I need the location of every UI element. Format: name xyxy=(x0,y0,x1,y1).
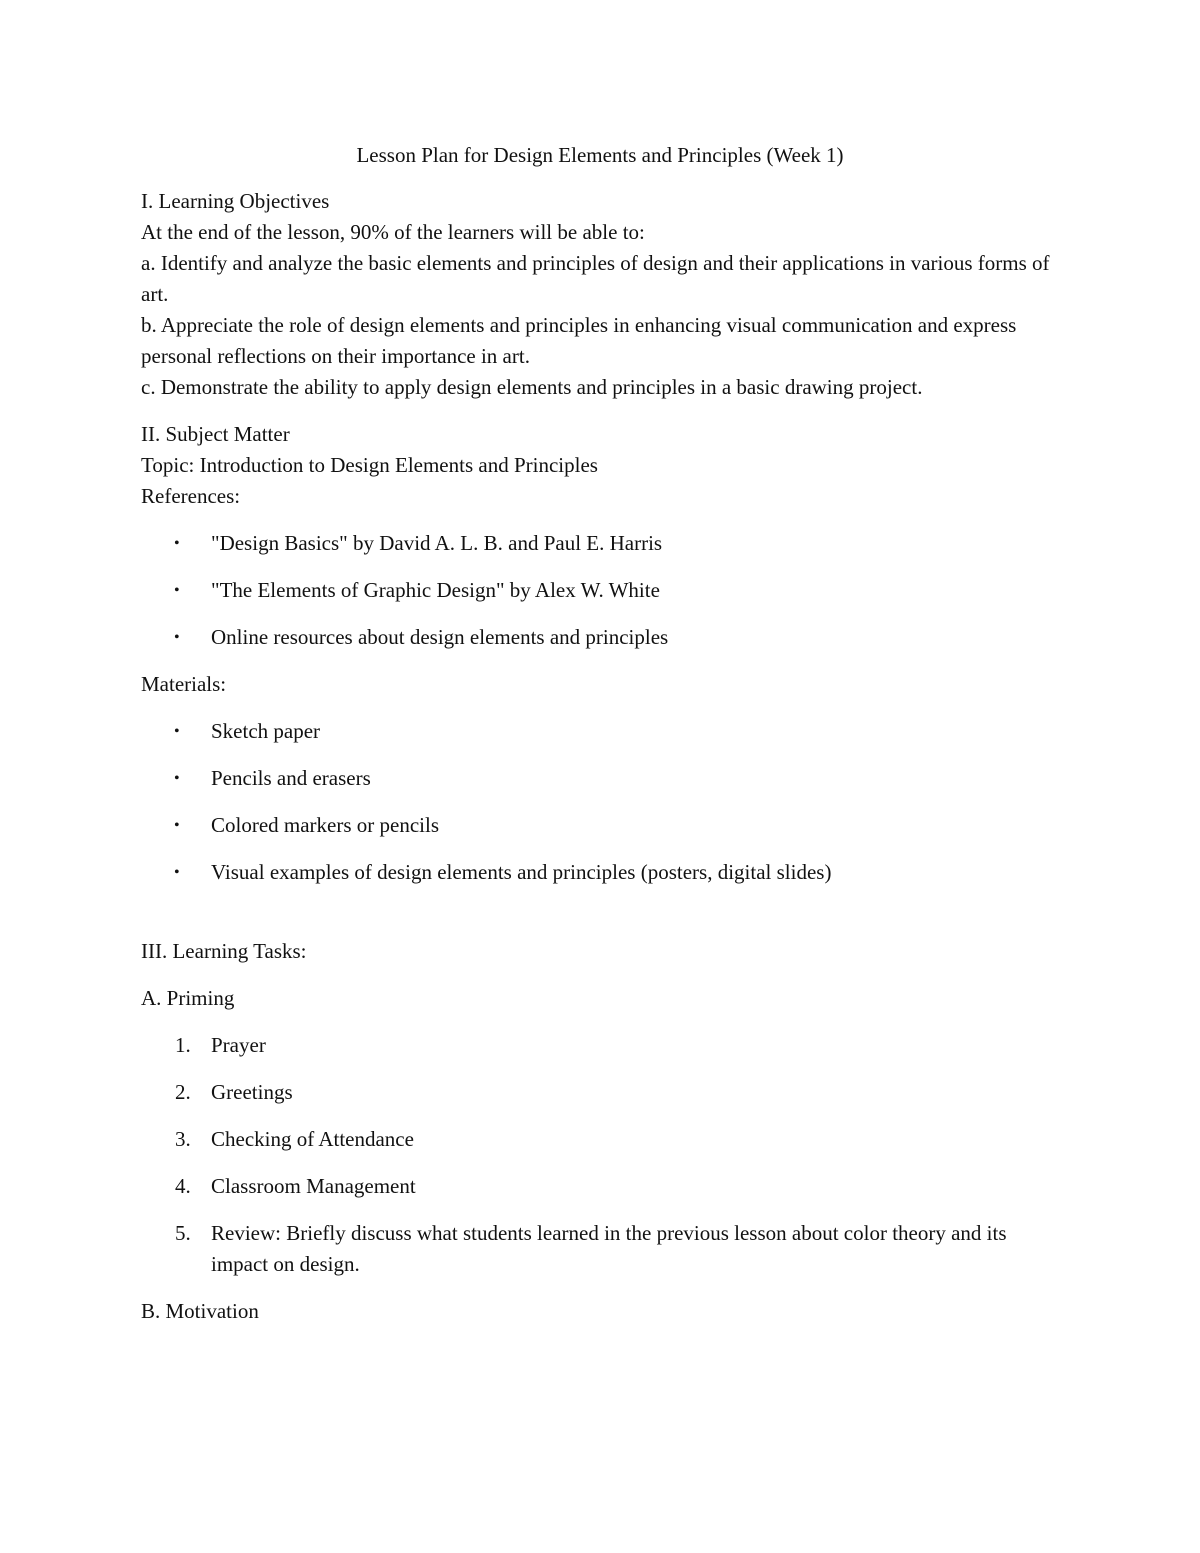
references-list xyxy=(141,528,1061,653)
list-item xyxy=(141,575,1061,606)
list-item xyxy=(141,763,1061,794)
motivation-label: B. Motivation xyxy=(141,1299,259,1323)
step-text: Greetings xyxy=(211,1080,293,1104)
reference-text: "The Elements of Graphic Design" by Alex W. White xyxy=(211,578,660,602)
list-item xyxy=(141,1124,1061,1155)
document-body xyxy=(141,140,1061,1327)
step-number: 5. xyxy=(175,1221,191,1245)
references-label: References: xyxy=(141,484,241,508)
step-number: 1. xyxy=(175,1033,191,1057)
reference-text: Online resources about design elements and principles xyxy=(211,625,669,649)
bullet-icon: • xyxy=(174,770,180,787)
priming-label: A. Priming xyxy=(141,986,235,1010)
bullet-icon: • xyxy=(174,817,180,834)
list-item xyxy=(141,1030,1061,1061)
topic-line: Topic: Introduction to Design Elements and Principles xyxy=(141,453,598,477)
section-subject-matter-heading: II. Subject Matter xyxy=(141,422,290,446)
step-number: 3. xyxy=(175,1127,191,1151)
step-text: Review: Briefly discuss what students learned in the previous lesson about color theory and its impact on design. xyxy=(211,1221,1007,1276)
materials-list xyxy=(141,716,1061,888)
objective-b: b. Appreciate the role of design elements and principles in enhancing visual communication and express personal reflections on their importance in art. xyxy=(141,313,1017,368)
step-text: Checking of Attendance xyxy=(211,1127,414,1151)
material-text: Sketch paper xyxy=(211,719,321,743)
priming-steps-list xyxy=(141,1030,1061,1280)
section-learning-tasks-heading: III. Learning Tasks: xyxy=(141,939,307,963)
bullet-icon: • xyxy=(174,535,180,552)
list-item xyxy=(141,622,1061,653)
list-item xyxy=(141,528,1061,559)
step-text: Prayer xyxy=(211,1033,266,1057)
material-text: Visual examples of design elements and principles (posters, digital slides) xyxy=(211,860,832,884)
step-number: 4. xyxy=(175,1174,191,1198)
material-text: Colored markers or pencils xyxy=(211,813,440,837)
list-item xyxy=(141,716,1061,747)
material-text: Pencils and erasers xyxy=(211,766,371,790)
bullet-icon: • xyxy=(174,582,180,599)
reference-text: "Design Basics" by David A. L. B. and Paul E. Harris xyxy=(211,531,663,555)
materials-label: Materials: xyxy=(141,672,227,696)
list-item xyxy=(141,810,1061,841)
list-item xyxy=(141,1171,1061,1202)
step-number: 2. xyxy=(175,1080,191,1104)
section-learning-objectives-heading: I. Learning Objectives xyxy=(141,189,330,213)
bullet-icon: • xyxy=(174,629,180,646)
bullet-icon: • xyxy=(174,864,180,881)
document-title: Lesson Plan for Design Elements and Principles (Week 1) xyxy=(356,143,844,167)
list-item xyxy=(141,857,1061,888)
objectives-intro: At the end of the lesson, 90% of the learners will be able to: xyxy=(141,220,645,244)
bullet-icon: • xyxy=(174,723,180,740)
list-item xyxy=(141,1218,1061,1280)
list-item xyxy=(141,1077,1061,1108)
objective-a: a. Identify and analyze the basic elements and principles of design and their applications in various forms of art. xyxy=(141,251,1050,306)
objective-c: c. Demonstrate the ability to apply design elements and principles in a basic drawing project. xyxy=(141,375,923,399)
step-text: Classroom Management xyxy=(211,1174,416,1198)
